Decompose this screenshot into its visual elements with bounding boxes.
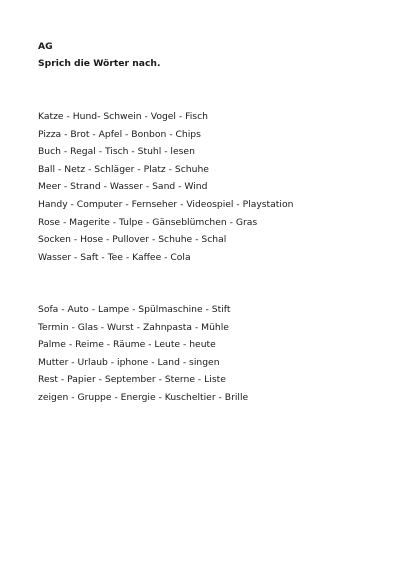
word-line: Palme - Reime - Räume - Leute - heute	[38, 339, 216, 351]
document-title: AG	[38, 41, 53, 52]
word-line: Pizza - Brot - Apfel - Bonbon - Chips	[38, 128, 201, 140]
word-line: Rose - Magerite - Tulpe - Gänseblümchen - Gras	[38, 216, 258, 228]
word-line: Buch - Regal - Tisch - Stuhl - lesen	[38, 146, 195, 158]
word-line: Mutter - Urlaub - iphone - Land - singen	[38, 356, 220, 368]
instruction-heading: Sprich die Wörter nach.	[38, 58, 161, 69]
word-list-group-2	[38, 301, 248, 407]
word-line: Sofa - Auto - Lampe - Spülmaschine - Stift	[38, 304, 231, 315]
word-list-group-1	[38, 108, 293, 266]
word-line: Handy - Computer - Fernseher - Videospiel - Playstation	[38, 198, 294, 210]
word-line: Wasser - Saft - Tee - Kaffee - Cola	[38, 251, 191, 263]
word-line: Meer - Strand - Wasser - Sand - Wind	[38, 181, 208, 193]
word-line: Socken - Hose - Pullover - Schuhe - Schal	[38, 234, 227, 246]
word-line: Rest - Papier - September - Sterne - Liste	[38, 374, 226, 386]
word-line: zeigen - Gruppe - Energie - Kuscheltier - Brille	[38, 391, 249, 403]
word-line: Termin - Glas - Wurst - Zahnpasta - Mühle	[38, 321, 229, 333]
word-line: Ball - Netz - Schläger - Platz - Schuhe	[38, 163, 209, 175]
word-line: Katze - Hund- Schwein - Vogel - Fisch	[38, 111, 208, 122]
